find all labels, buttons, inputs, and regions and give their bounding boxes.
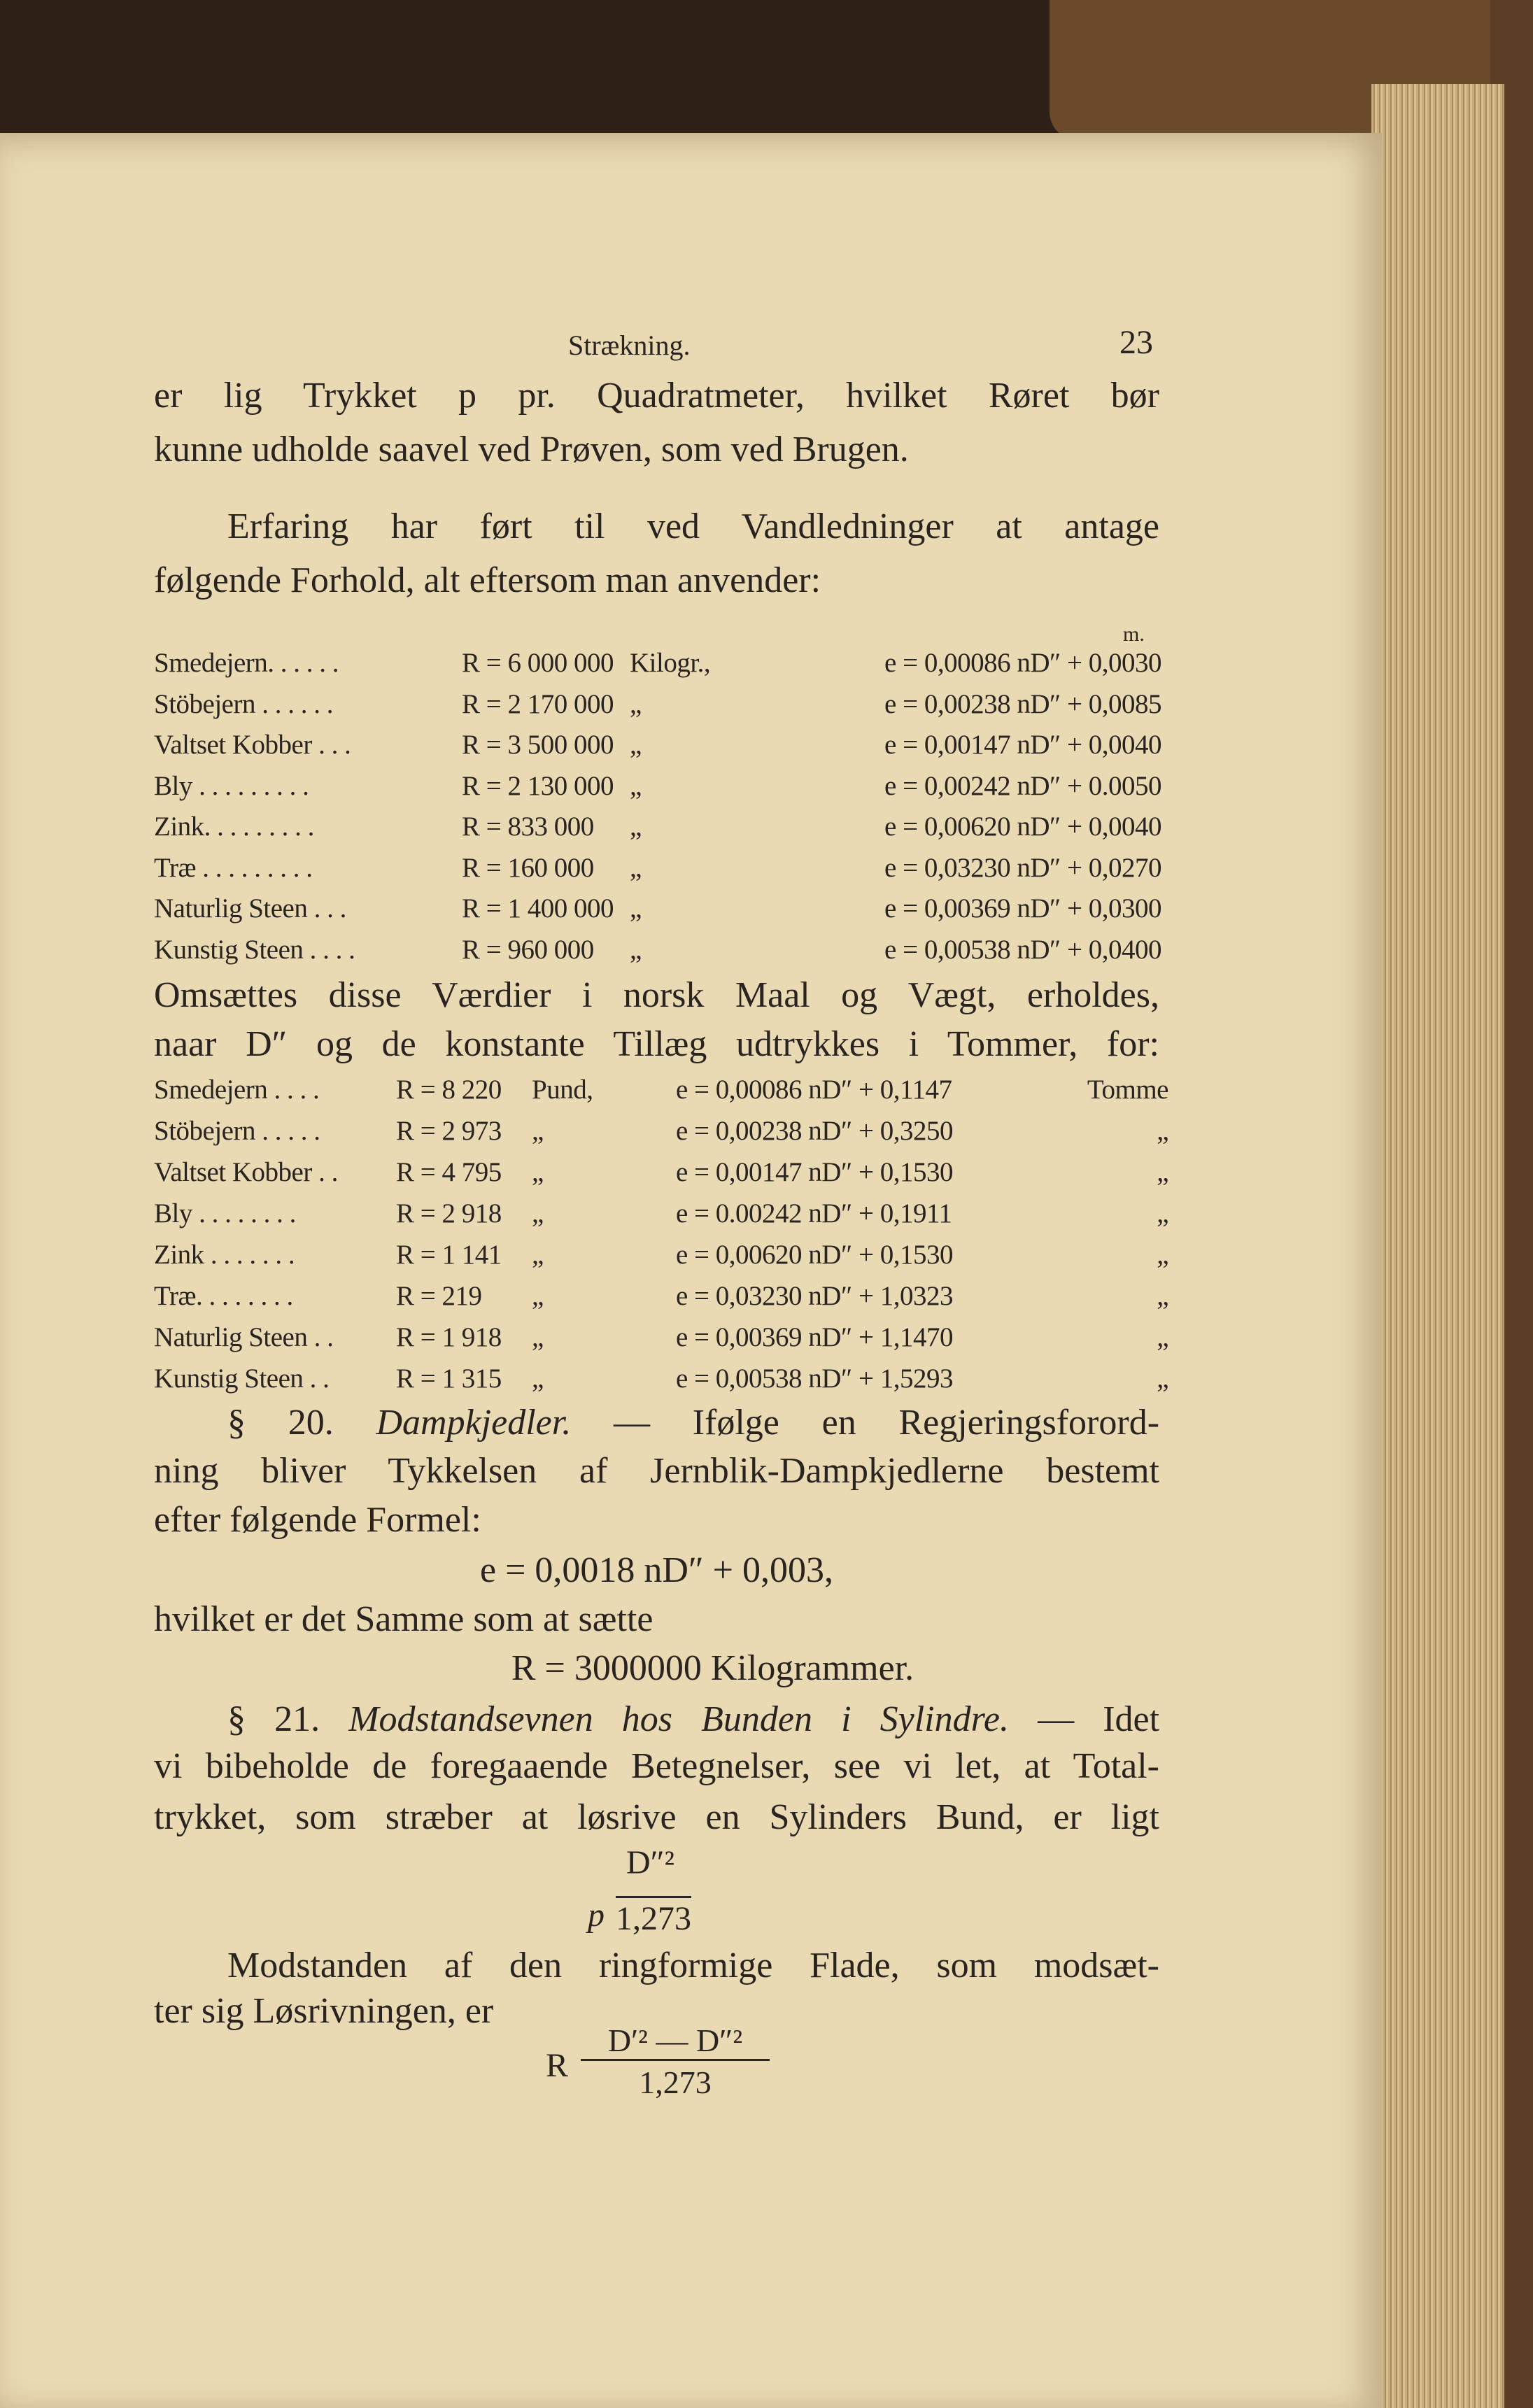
cell-name: Stöbejern . . . . . . xyxy=(154,688,333,719)
text-line: hvilket er det Samme som at sætte xyxy=(154,1599,654,1639)
cell-name: Bly . . . . . . . . xyxy=(154,1198,296,1228)
cell-name: Valtset Kobber . . . xyxy=(154,730,351,760)
cell-unit: „ xyxy=(630,730,642,760)
text-line: vi bibeholde de foregaaende Betegnelser, see vi let, at Total- xyxy=(154,1746,1159,1786)
table-row xyxy=(154,1194,1168,1233)
text-line: kunne udholde saavel ved Prøven, som ved Brugen. xyxy=(154,430,909,469)
cell-e: e = 0,00369 nD″ + 0,0300 xyxy=(884,893,1161,923)
cell-e: e = 0,00538 nD″ + 0,0400 xyxy=(884,934,1161,965)
table-row xyxy=(154,1277,1168,1316)
cell-e: e = 0,00147 nD″ + 0,1530 xyxy=(676,1157,953,1187)
unit-header: m. xyxy=(1123,623,1145,646)
cell-unit: „ xyxy=(630,688,642,719)
text-line: naar D″ og de konstante Tillæg udtrykkes i Tommer, for: xyxy=(154,1024,1159,1064)
cell-unit: „ xyxy=(630,770,642,801)
text-line: Erfaring har ført til ved Vandledninger at antage xyxy=(227,507,1159,546)
cell-name: Træ . . . . . . . . . xyxy=(154,852,313,883)
table-row xyxy=(154,1153,1168,1192)
table-row xyxy=(154,1070,1168,1110)
cell-r: R = 219 xyxy=(396,1281,482,1311)
cell-name: Valtset Kobber . . xyxy=(154,1157,338,1187)
cell-r: R = 3 500 000 xyxy=(462,730,614,760)
text-line: ter sig Løsrivningen, er xyxy=(154,1991,494,2031)
cell-name: Naturlig Steen . . . xyxy=(154,893,346,923)
cell-unit: „ xyxy=(532,1364,544,1394)
cell-e: e = 0,00620 nD″ + 0,0040 xyxy=(884,812,1161,842)
cell-r: R = 1 400 000 xyxy=(462,893,614,923)
text-line: er lig Trykket p pr. Quadratmeter, hvilket Røret bør xyxy=(154,376,1159,416)
cell-e: e = 0.00242 nD″ + 0,1911 xyxy=(676,1198,952,1228)
section-title: Dampkjedler. xyxy=(376,1403,572,1443)
table-row xyxy=(154,930,1161,970)
cell-unit: Pund, xyxy=(532,1075,593,1105)
cell-e: e = 0,00238 nD″ + 0,0085 xyxy=(884,688,1161,719)
formula-variable: R xyxy=(546,2047,569,2084)
cell-unit: „ xyxy=(630,852,642,883)
cell-e: e = 0,00238 nD″ + 0,3250 xyxy=(676,1116,953,1146)
table-row xyxy=(154,849,1161,888)
cell-unit: „ xyxy=(532,1322,544,1352)
cell-name: Stöbejern . . . . . xyxy=(154,1116,320,1146)
table-row xyxy=(154,889,1161,928)
cell-e: e = 0,00242 nD″ + 0.0050 xyxy=(884,770,1161,801)
cell-r: R = 2 170 000 xyxy=(462,688,614,719)
cell-e: e = 0,00538 nD″ + 1,5293 xyxy=(676,1364,953,1394)
text-line: følgende Forhold, alt eftersom man anvender: xyxy=(154,560,821,600)
formula: R = 3000000 Kilogrammer. xyxy=(511,1648,914,1688)
cell-unit: „ xyxy=(532,1198,544,1228)
cell-tail: „ xyxy=(1157,1240,1168,1270)
cell-r: R = 8 220 xyxy=(396,1075,502,1105)
text-line: — Idet xyxy=(1038,1699,1160,1739)
cell-unit: „ xyxy=(630,812,642,842)
running-title: Strækning. xyxy=(568,330,691,361)
cell-e: e = 0,00369 nD″ + 1,1470 xyxy=(676,1322,953,1352)
text-line: trykket, som stræber at løsrive en Sylinders Bund, er ligt xyxy=(154,1797,1159,1837)
cell-e: e = 0,03230 nD″ + 0,0270 xyxy=(884,852,1161,883)
section-21-heading xyxy=(227,1699,1159,1741)
cell-r: R = 2 973 xyxy=(396,1116,502,1146)
section-number: § 21. xyxy=(227,1699,320,1739)
cell-r: R = 833 000 xyxy=(462,812,594,842)
cell-unit: „ xyxy=(532,1281,544,1311)
cell-e: e = 0,00086 nD″ + 0,1147 xyxy=(676,1075,952,1105)
cell-name: Zink. . . . . . . . . xyxy=(154,812,314,842)
fraction-numerator: D″² xyxy=(626,1844,675,1881)
cell-e: e = 0,03230 nD″ + 1,0323 xyxy=(676,1281,953,1311)
cell-name: Naturlig Steen . . xyxy=(154,1322,334,1352)
cell-name: Træ. . . . . . . . xyxy=(154,1281,293,1311)
cell-unit: „ xyxy=(630,934,642,965)
cell-tail: „ xyxy=(1157,1198,1168,1228)
table-row xyxy=(154,1318,1168,1357)
cell-r: R = 1 918 xyxy=(396,1322,502,1352)
cell-e: e = 0,00086 nD″ + 0,0030 xyxy=(884,648,1161,678)
cell-unit: „ xyxy=(532,1157,544,1187)
table-row xyxy=(154,767,1161,806)
section-number: § 20. xyxy=(227,1403,334,1443)
cell-name: Zink . . . . . . . xyxy=(154,1240,295,1270)
cell-r: R = 2 130 000 xyxy=(462,770,614,801)
text-line: Omsættes disse Værdier i norsk Maal og Vægt, erholdes, xyxy=(154,975,1159,1015)
cell-name: Kunstig Steen . . xyxy=(154,1364,330,1394)
page-edges xyxy=(1371,84,1504,2408)
fraction-denominator: 1,273 xyxy=(616,1896,691,1938)
cell-tail: „ xyxy=(1157,1281,1168,1311)
cell-r: R = 6 000 000 xyxy=(462,648,614,678)
cell-name: Kunstig Steen . . . . xyxy=(154,934,355,965)
section-title: Modstandsevnen hos Bunden i Sylindre. xyxy=(348,1699,1009,1739)
cell-e: e = 0,00147 nD″ + 0,0040 xyxy=(884,730,1161,760)
table-row xyxy=(154,644,1161,683)
table-row xyxy=(154,725,1161,765)
cell-unit: „ xyxy=(532,1116,544,1146)
text-line: — Ifølge en Regjeringsforord- xyxy=(613,1403,1160,1443)
section-20-heading xyxy=(227,1402,1159,1444)
cell-r: R = 1 141 xyxy=(396,1240,502,1270)
cell-e: e = 0,00620 nD″ + 0,1530 xyxy=(676,1240,953,1270)
cell-tail: „ xyxy=(1157,1322,1168,1352)
cell-tail: „ xyxy=(1157,1157,1168,1187)
fraction-numerator: D′² — D″² xyxy=(581,2022,770,2061)
page-number: 23 xyxy=(1119,324,1153,361)
cell-tail: Tomme xyxy=(1087,1075,1168,1105)
cell-name: Bly . . . . . . . . . xyxy=(154,770,309,801)
cell-name: Smedejern . . . . xyxy=(154,1075,320,1105)
table-row xyxy=(154,1359,1168,1398)
cell-tail: „ xyxy=(1157,1116,1168,1146)
table-row xyxy=(154,685,1161,724)
formula: e = 0,0018 nD″ + 0,003, xyxy=(480,1550,833,1590)
table-row xyxy=(154,1112,1168,1151)
fraction-denominator: 1,273 xyxy=(639,2064,712,2100)
cell-r: R = 960 000 xyxy=(462,934,594,965)
table-row xyxy=(154,1235,1168,1275)
cell-unit: „ xyxy=(630,893,642,923)
cell-r: R = 4 795 xyxy=(396,1157,502,1187)
formula-variable: p xyxy=(588,1897,605,1934)
cell-r: R = 2 918 xyxy=(396,1198,502,1228)
text-line: ning bliver Tykkelsen af Jernblik-Dampkjedlerne bestemt xyxy=(154,1451,1159,1491)
cell-unit: Kilogr., xyxy=(630,648,711,678)
cell-r: R = 160 000 xyxy=(462,852,594,883)
cell-tail: „ xyxy=(1157,1364,1168,1394)
cell-name: Smedejern. . . . . . xyxy=(154,648,339,678)
text-line: efter følgende Formel: xyxy=(154,1500,481,1540)
cell-unit: „ xyxy=(532,1240,544,1270)
text-line: Modstanden af den ringformige Flade, som modsæt- xyxy=(227,1946,1159,1985)
cell-r: R = 1 315 xyxy=(396,1364,502,1394)
table-row xyxy=(154,807,1161,847)
